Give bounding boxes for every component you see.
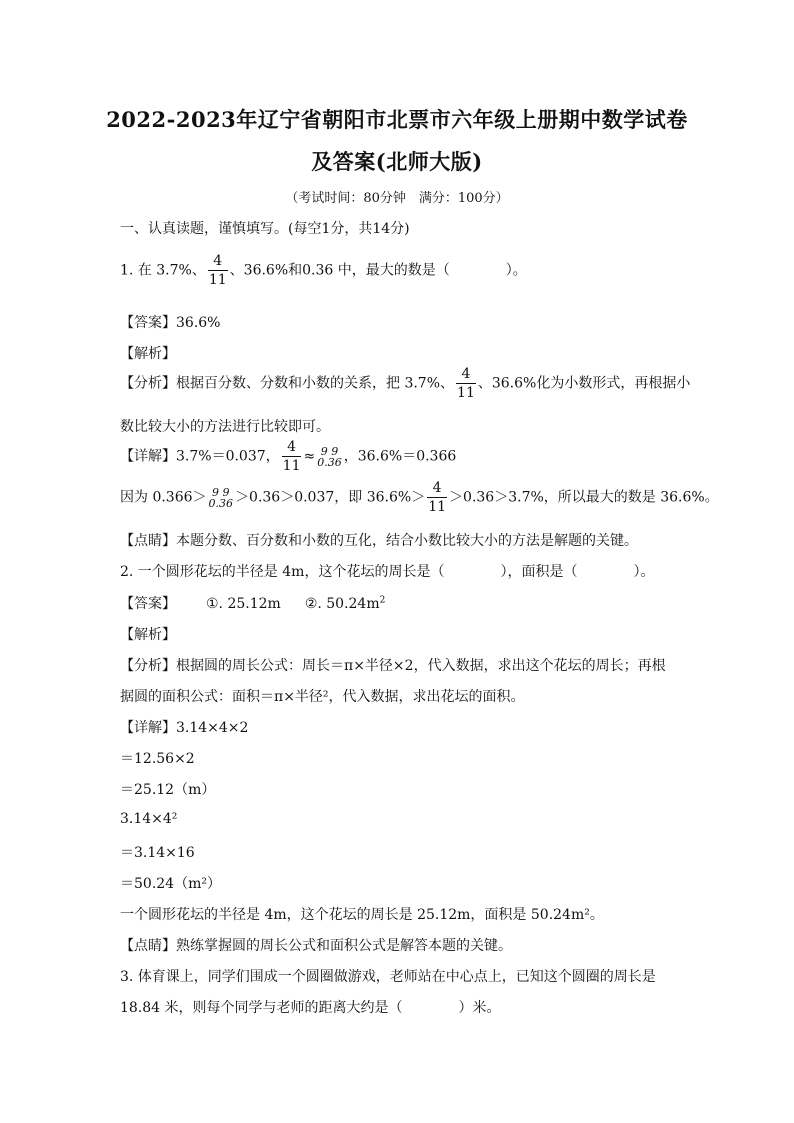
question-3-line2: 18.84 米，则每个同学与老师的距离大约是（ ）米。: [120, 1000, 501, 1016]
q1-fenxi-pre: 【分析】根据百分数、分数和小数的关系，把 3.7%、: [120, 375, 455, 392]
fraction-4-11: [427, 481, 447, 514]
q2-step: 3.14×4²: [120, 811, 178, 827]
q2-conclusion: 一个圆形花坛的半径是 4m，这个花坛的周长是 25.12m，面积是 50.24m²。: [120, 907, 604, 923]
exam-info: （考试时间：80分钟 满分：100分）: [285, 191, 509, 206]
q1-fenxi-line2: 数比较大小的方法进行比较即可。: [120, 419, 330, 435]
question-1: [120, 254, 527, 287]
repeating-decimal: [209, 487, 234, 509]
q1-fenxi-post: 、36.6%化为小数形式，再根据小: [477, 375, 691, 392]
q2-step: ＝3.14×16: [120, 845, 195, 861]
q1-fenxi: [120, 367, 690, 400]
frac-numerator: 4: [427, 481, 447, 498]
doc-title-line2: 及答案(北师大版): [311, 149, 483, 174]
q2-dianjing: 【点睛】熟练掌握圆的周长公式和面积公式是解答本题的关键。: [120, 938, 512, 954]
section-heading: 一、认真读题，谨慎填写。(每空1分，共14分): [120, 221, 410, 237]
repeat-dots: 9 9: [320, 444, 339, 458]
q1-because-mid: ＞0.36＞0.037，即 36.6%＞: [235, 489, 426, 506]
q2-step: ＝50.24（m²）: [120, 876, 221, 892]
q2-jiexi: 【解析】: [120, 627, 176, 643]
q2-step: ＝12.56×2: [120, 751, 195, 767]
frac-denominator: 11: [208, 272, 227, 288]
question-3-line1: 3. 体育课上，同学们围成一个圆圈做游戏，老师站在中心点上，已知这个圆圈的周长是: [120, 969, 656, 985]
q2-step: 【详解】3.14×4×2: [120, 720, 249, 736]
frac-numerator: 4: [208, 254, 228, 271]
q1-xiangjie-post: ，36.6%＝0.366: [343, 448, 457, 465]
doc-title-line1: 2022-2023年辽宁省朝阳市北票市六年级上册期中数学试卷: [106, 107, 688, 132]
q2-fenxi-1: 【分析】根据圆的周长公式：周长＝π×半径×2，代入数据，求出这个花坛的周长；再根: [120, 658, 666, 674]
frac-numerator: 4: [456, 367, 476, 384]
fraction-4-11: [282, 440, 302, 473]
superscript-2: 2: [379, 595, 386, 606]
q1-because-pre: 因为 0.366＞: [120, 489, 207, 506]
q1-because: [120, 481, 719, 514]
q2-answer: [120, 593, 385, 613]
approx-sign: ≈: [303, 448, 316, 465]
q1-dianjing: 【点睛】本题分数、百分数和小数的互化，结合小数比较大小的方法是解题的关键。: [120, 533, 638, 549]
q1-answer: 【答案】36.6%: [120, 315, 221, 331]
answer-1: ①. 25.12m: [206, 596, 281, 612]
q2-fenxi-2: 据圆的面积公式：面积＝π×半径²，代入数据，求出花坛的面积。: [120, 689, 525, 705]
fraction-4-11: [208, 254, 228, 287]
q1-xiangjie-pre: 【详解】3.7%＝0.037，: [120, 448, 280, 465]
answer-label: 【答案】: [120, 596, 176, 612]
frac-numerator: 4: [282, 440, 302, 457]
repeat-dots: 9 9: [212, 485, 230, 499]
q1-text-pre: 1. 在 3.7%、: [120, 262, 206, 279]
question-2: 2. 一个圆形花坛的半径是 4m，这个花坛的周长是（ ），面积是（ ）。: [120, 564, 655, 580]
frac-denominator: 11: [428, 499, 447, 515]
answer-2: ②. 50.24m: [304, 596, 380, 612]
q1-jiexi: 【解析】: [120, 346, 176, 362]
repeat-value: 0.36: [208, 496, 234, 510]
frac-denominator: 11: [282, 458, 301, 474]
q2-step: ＝25.12（m）: [120, 782, 216, 798]
repeat-value: 0.36: [317, 455, 342, 469]
q1-xiangjie: [120, 440, 456, 473]
repeating-decimal: [317, 446, 342, 468]
fraction-4-11: [456, 367, 476, 400]
frac-denominator: 11: [457, 385, 475, 401]
q1-because-post: ＞0.36＞3.7%，所以最大的数是 36.6%。: [449, 489, 719, 506]
q1-text-post: 、36.6%和0.36 中，最大的数是（ ）。: [229, 262, 527, 279]
